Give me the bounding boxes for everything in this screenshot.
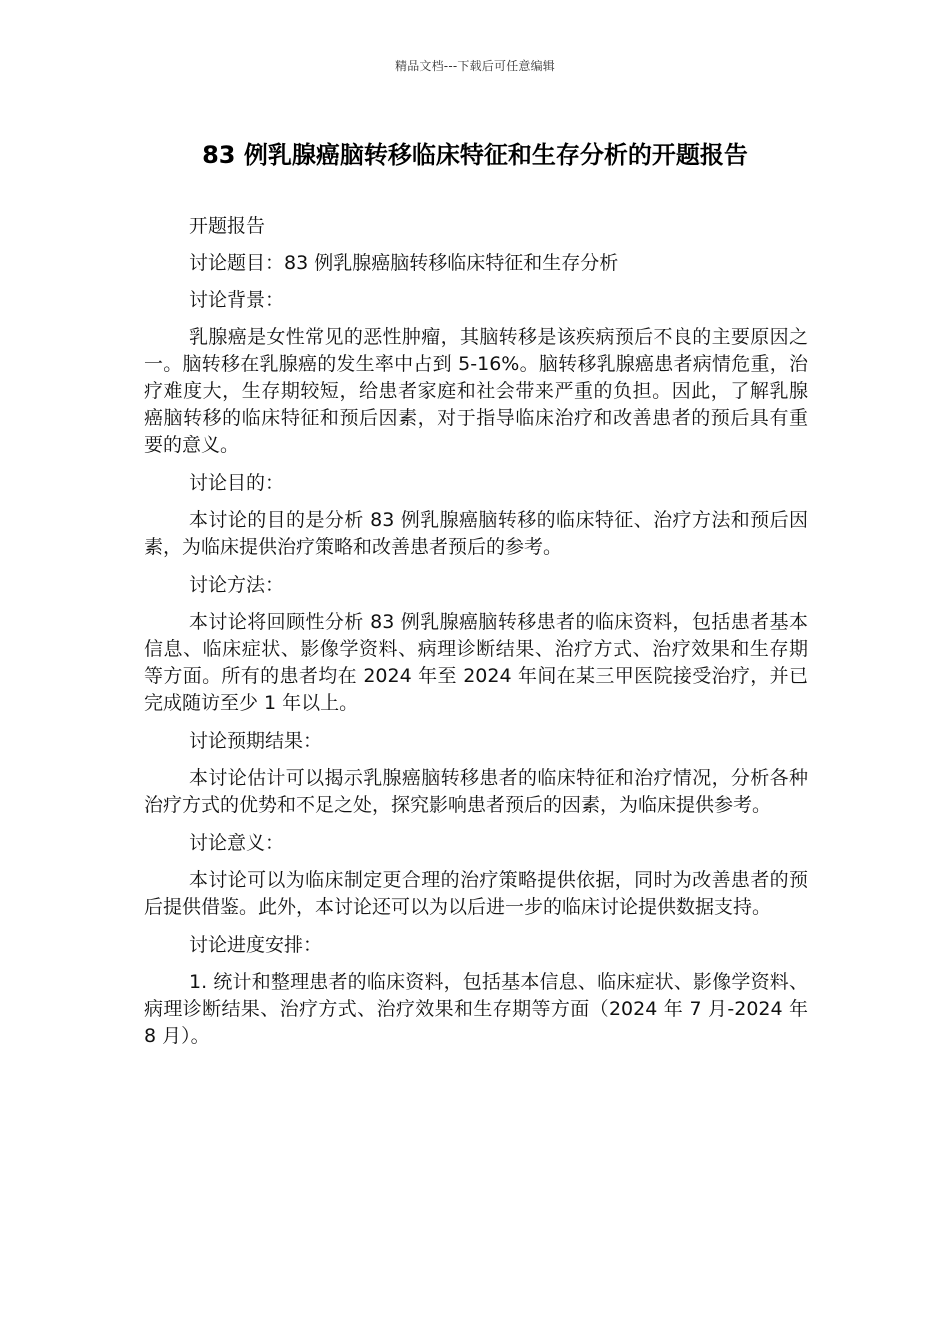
report-heading: 开题报告	[189, 215, 266, 237]
schedule-heading: 讨论进度安排：	[189, 934, 323, 956]
background-heading: 讨论背景：	[189, 289, 285, 311]
method-heading: 讨论方法：	[189, 574, 285, 596]
document-body	[144, 213, 808, 1061]
purpose-paragraph: 本讨论的目的是分析 83 例乳腺癌脑转移的临床特征、治疗方法和预后因素，为临床提供治疗策略和改善患者预后的参考。	[144, 509, 808, 558]
significance-heading: 讨论意义：	[189, 832, 285, 854]
purpose-heading: 讨论目的：	[189, 472, 285, 494]
significance-paragraph: 本讨论可以为临床制定更合理的治疗策略提供依据，同时为改善患者的预后提供借鉴。此外，本讨论还可以为以后进一步的临床讨论提供数据支持。	[144, 869, 808, 918]
topic-line: 讨论题目：83 例乳腺癌脑转移临床特征和生存分析	[189, 252, 619, 274]
header-note: 精品文档---下载后可任意编辑	[395, 59, 555, 73]
background-paragraph: 乳腺癌是女性常见的恶性肿瘤，其脑转移是该疾病预后不良的主要原因之一。脑转移在乳腺癌的发生率中占到 5-16%。脑转移乳腺癌患者病情危重，治疗难度大，生存期较短，给患者家庭和社会带来严重的负担。因此，了解乳腺癌脑转移的临床特征和预后因素，对于指导临床治疗和改善患者的预后具有重要的意义。	[144, 326, 808, 456]
method-paragraph: 本讨论将回顾性分析 83 例乳腺癌脑转移患者的临床资料，包括患者基本信息、临床症状、影像学资料、病理诊断结果、治疗方式、治疗效果和生存期等方面。所有的患者均在 2024 年至 2024 年间在某三甲医院接受治疗，并已完成随访至少 1 年以上。	[144, 611, 808, 714]
schedule-item: 1. 统计和整理患者的临床资料，包括基本信息、临床症状、影像学资料、病理诊断结果、治疗方式、治疗效果和生存期等方面（2024 年 7 月-2024 年 8 月）。	[144, 971, 808, 1047]
expected-results-paragraph: 本讨论估计可以揭示乳腺癌脑转移患者的临床特征和治疗情况，分析各种治疗方式的优势和不足之处，探究影响患者预后的因素，为临床提供参考。	[144, 767, 808, 816]
document-title: 83 例乳腺癌脑转移临床特征和生存分析的开题报告	[202, 141, 748, 169]
expected-results-heading: 讨论预期结果：	[189, 730, 323, 752]
